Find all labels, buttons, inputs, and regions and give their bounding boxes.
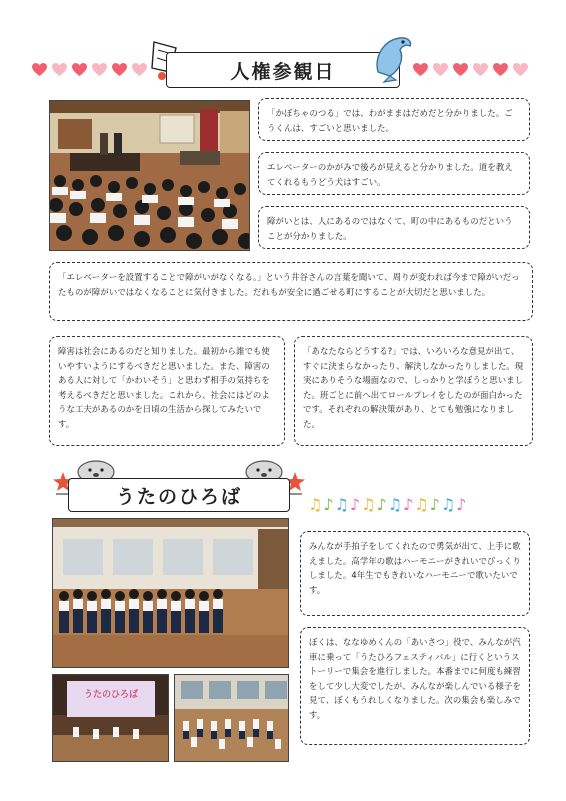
heart-icon [492,62,509,77]
music-note-icon: ♫ [440,495,456,514]
heart-icon [452,62,469,77]
dolphin-icon [370,32,416,88]
comment-text: ぼくは、ななゆめくんの「あいさつ」役で、みんなが汽車に乗って「うたひろフェスティバル」に行くというストーリーで集会を進行しました。本番までに何度も練習をして少し大変でしたが、みんなが楽しんでいる様子を見て、ぼくもうれしくなりました。次の集会も楽しみです。 [309,637,521,720]
heart-icon [432,62,449,77]
comment-text: 「かぼちゃのつる」では、わがままはだめだと分かりました。ごうくんは、すごいと思いました。 [267,108,513,133]
comment-box-2 [258,152,530,195]
photo-students-gym [174,674,289,762]
music-note-icon: ♪ [456,495,467,514]
comment-text: 「あなたならどうする?」では、いろいろな意見が出て、すぐに決まらなかったり、解決しなかったりしました。現実にありそうな場面なので、しっかりと学ぼうと思いました。班ごとに前へ出てロールプレイをしたのが面白かったです。それぞれの解決策があり、とても勉強になりました。 [303,346,524,429]
heart-icon [131,62,148,77]
music-note-icon: ♫ [414,495,429,514]
heart-icon [111,62,128,77]
photo-choir-gym [52,518,289,668]
music-note-icon: ♫ [387,495,403,514]
section-title: うたのひろば [115,485,242,508]
music-note-icon: ♪ [323,495,334,514]
heart-icon [51,62,68,77]
heart-icon [31,62,48,77]
music-notes-row [308,496,466,514]
comment-box-3 [258,206,530,249]
comment-box-8 [300,627,530,745]
comment-box-1 [258,98,530,141]
comment-box-6 [294,336,533,446]
comment-text: エレベーターのかがみで後ろが見えると分かりました。道を教えてくれるもうどう犬はすごい。 [267,162,513,187]
heart-icon [71,62,88,77]
music-note-icon: ♫ [334,495,349,514]
music-note-icon: ♪ [429,495,440,514]
music-note-icon: ♪ [349,495,361,514]
hearts-right [412,62,529,77]
comment-box-4 [49,262,533,321]
heart-icon [91,62,108,77]
music-note-icon: ♫ [308,495,323,514]
music-note-icon: ♪ [403,495,414,514]
heart-icon [512,62,529,77]
comment-text: みんなが手拍子をしてくれたので勇気が出て、上手に歌えました。高学年の歌はハーモニーがきれいでびっくりしました。4年生でもきれいなハーモニーで歌いたいです。 [309,541,521,595]
comment-box-7 [300,531,530,616]
music-note-icon: ♪ [376,495,387,514]
comment-text: 障害は社会にあるのだと知りました。最初から誰でも使いやすいようにするべきだと思いました。また、障害のある人に対して「かわいそう」と思わず相手の気持ちを考えるべきだと思いました。これから、社会にはどのような工夫があるのかを日頃の生活から探してみたいです。 [58,346,270,429]
photo-human-rights-class [49,100,250,251]
section-title-banner [166,52,400,88]
hearts-left [31,62,148,77]
comment-box-5 [49,336,285,446]
screen-title-text: うたのひろば [83,690,138,700]
page-title: 人権参観日 [230,60,336,83]
heart-icon [472,62,489,77]
section-title-banner [68,478,290,512]
comment-text: 障がいとは、人にあるのではなくて、町の中にあるものだということが分かりました。 [267,216,513,241]
music-note-icon: ♫ [361,495,376,514]
photo-screen-stage [52,674,169,762]
comment-text: 「エレベーターを設置することで障がいがなくなる。」という井谷さんの言葉を聞いて、周りが変われば今まで障がいだったものが障がいではなくなることに気付きました。だれもが安全に過ごせる町にすることが大切だと思いました。 [58,272,520,297]
